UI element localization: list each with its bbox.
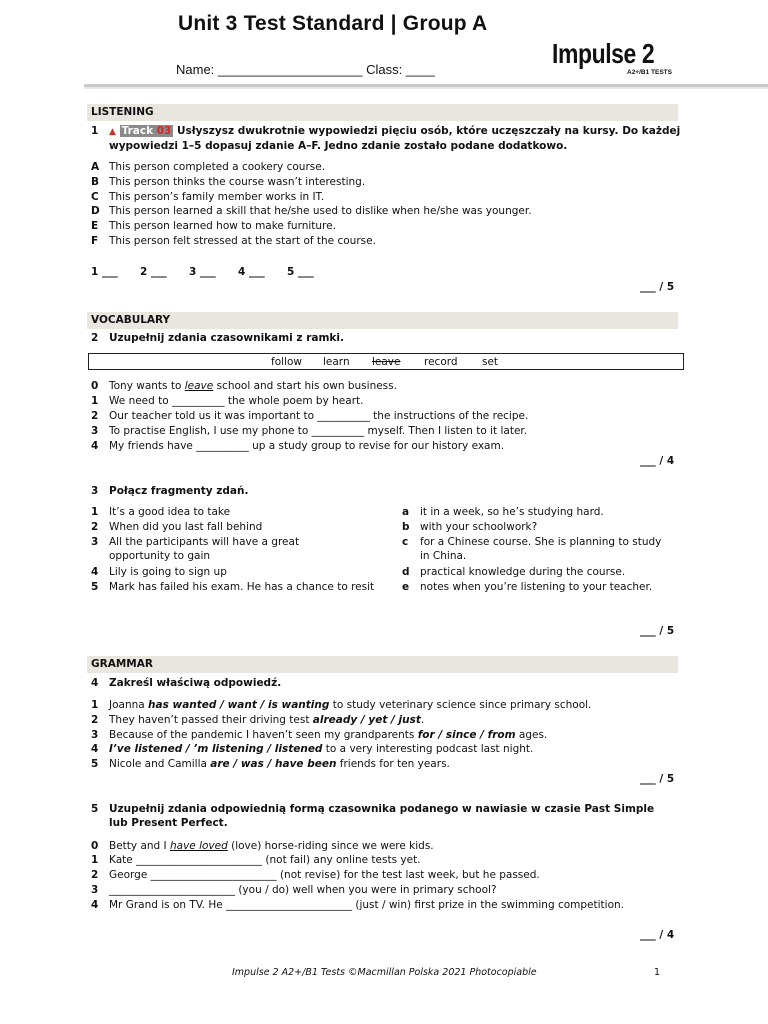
item-text: They haven’t passed their driving test — [109, 713, 313, 726]
header-divider-shadow — [84, 87, 768, 89]
answer-options-text: I’ve listened / ’m listening / listened — [109, 743, 323, 756]
ex5-item — [91, 868, 540, 883]
ex3-right-item — [402, 580, 652, 595]
track-label — [120, 125, 174, 137]
ex3-left-item — [91, 565, 227, 580]
ex4-number: 4 — [91, 677, 99, 689]
ex1-instruction-line2: wypowiedzi 1–5 dopasuj zdanie A–F. Jedno zdanie zostało podane dodatkowo. — [109, 140, 568, 152]
ex2-instruction-text: Uzupełnij zdania czasownikami z ramki. — [109, 332, 344, 344]
ex4-score: ___ / 5 — [640, 773, 675, 785]
item-text: To practise English, I use my phone to __________ myself. Then I listen to it later. — [109, 425, 528, 437]
ex1-instruction-line1: Usłyszysz dwukrotnie wypowiedzi pięciu osób, które uczęszczały na kursy. Do każdej — [177, 125, 681, 137]
ex2-instruction — [91, 331, 344, 346]
answer-slot: 2 ___ — [140, 266, 167, 278]
ex3-left-item — [91, 505, 230, 520]
item-text: All the participants will have a great — [109, 536, 300, 548]
item-text: My friends have __________ up a study group to revise for our history exam. — [109, 440, 505, 452]
answer-slot: 4 ___ — [238, 266, 265, 278]
answer-slot: 1 ___ — [91, 266, 118, 278]
item-text: . — [420, 713, 425, 726]
item-text: it in a week, so he’s studying hard. — [420, 506, 604, 518]
ex1-option — [91, 175, 365, 190]
box-word-learn: learn — [323, 356, 350, 368]
ex2-item — [91, 409, 528, 424]
item-letter: d — [402, 566, 410, 578]
box-word-leave: leave — [372, 356, 401, 368]
ex5-item-0 — [91, 839, 434, 854]
item-text: ages. — [515, 728, 548, 741]
box-word-record: record — [424, 356, 458, 368]
ex2-number: 2 — [91, 332, 99, 344]
ex3-right-item — [402, 520, 537, 535]
answer-slot: 5 ___ — [287, 266, 314, 278]
item-number: 1 — [91, 395, 99, 407]
item-text: We need to __________ the whole poem by heart. — [109, 395, 364, 407]
item-number: 5 — [91, 758, 99, 771]
item-number: 4 — [91, 440, 99, 452]
item-text: When did you last fall behind — [109, 521, 263, 533]
ex3-left-item — [91, 549, 210, 564]
ex4-instruction — [91, 676, 281, 691]
item-number: 0 — [91, 380, 99, 392]
ex5-instruction-line2: lub Present Perfect. — [109, 817, 228, 829]
section-vocabulary: VOCABULARY — [87, 312, 678, 329]
ex5-number: 5 — [91, 803, 99, 815]
ex2-item — [91, 424, 527, 439]
ex3-left-item — [91, 535, 299, 550]
item-number: 1 — [91, 854, 99, 866]
item-text: to study veterinary science since primary school. — [329, 699, 592, 711]
answer-options-text: for / since / from — [417, 728, 516, 741]
ex4-item — [91, 698, 591, 713]
ex3-right-item — [402, 549, 466, 564]
answer-options — [148, 699, 329, 711]
item-number: 2 — [91, 521, 99, 533]
item-text: for a Chinese course. She is planning to study — [420, 536, 662, 548]
item-number: 1 — [91, 699, 99, 711]
ex3-right-item — [402, 535, 661, 550]
footer-copyright: Impulse 2 A2+/B1 Tests ©Macmillan Polska 2021 Photocopiable — [232, 967, 537, 978]
answer-slot: 3 ___ — [189, 266, 216, 278]
ex3-instruction-text: Połącz fragmenty zdań. — [109, 485, 249, 497]
ex1-score: ___ / 5 — [640, 281, 675, 293]
item-number: 2 — [91, 713, 99, 726]
ex5-item — [91, 883, 497, 898]
ex5-item — [91, 853, 421, 868]
item-letter: b — [402, 521, 410, 533]
ex2-score: ___ / 4 — [640, 455, 675, 467]
option-text: This person completed a cookery course. — [109, 161, 326, 173]
ex5-score: ___ / 4 — [640, 929, 675, 941]
answer-options-text: has wanted / want / is wanting — [148, 699, 330, 711]
page-number: 1 — [654, 967, 661, 978]
ex5-instruction-line1: Uzupełnij zdania odpowiednią formą czasownika podanego w nawiasie w czasie Past Simple — [109, 803, 655, 815]
item-text: Kate ________________________ (not fail) any online tests yet. — [109, 854, 421, 866]
option-text: This person thinks the course wasn’t interesting. — [109, 175, 366, 188]
answer-options — [210, 758, 336, 770]
ex3-score: ___ / 5 — [640, 625, 675, 637]
ex4-instruction-text: Zakreśl właściwą odpowiedź. — [109, 677, 282, 689]
item-number: 3 — [91, 884, 99, 896]
item-text: Tony wants to — [109, 380, 185, 392]
ex2-item-0 — [91, 379, 397, 394]
item-number: 2 — [91, 869, 99, 881]
ex2-item — [91, 394, 363, 409]
ex3-instruction — [91, 484, 248, 499]
impulse-logo: Impulse 2 — [552, 38, 655, 69]
item-text: opportunity to gain — [109, 550, 211, 562]
item-letter: a — [402, 506, 410, 518]
item-number: 4 — [91, 566, 99, 578]
ex1-instruction — [91, 124, 680, 140]
item-number: 4 — [91, 899, 99, 911]
ex4-item — [91, 757, 450, 772]
option-text: This person learned a skill that he/she used to dislike when he/she was younger. — [109, 205, 532, 218]
track-number: 03 — [156, 125, 172, 137]
option-letter: F — [91, 235, 99, 247]
answer-options — [313, 714, 421, 726]
example-answer: leave — [184, 380, 214, 392]
item-number: 3 — [91, 536, 99, 548]
item-text: Nicole and Camilla — [109, 758, 211, 771]
item-text: Mr Grand is on TV. He ________________________ (just / win) first prize in the swimming competition. — [109, 899, 624, 911]
ex3-left-item — [91, 580, 374, 595]
ex4-item — [91, 728, 547, 743]
item-text: Mark has failed his exam. He has a chance to resit — [109, 581, 375, 593]
ex1-option — [91, 219, 336, 234]
option-letter: E — [91, 220, 99, 233]
item-text: Betty and I — [109, 840, 170, 852]
item-text: Our teacher told us it was important to __________ the instructions of the recipe. — [109, 410, 529, 422]
section-listening: LISTENING — [87, 104, 678, 121]
answer-options — [109, 743, 322, 755]
ex4-item — [91, 713, 424, 728]
item-text: to a very interesting podcast last night. — [322, 743, 534, 756]
item-text: in China. — [420, 550, 467, 562]
option-text: This person’s family member works in IT. — [109, 190, 325, 203]
item-number: 0 — [91, 840, 99, 852]
item-number: 5 — [91, 581, 99, 593]
ex1-option — [91, 190, 324, 205]
track-word: Track — [121, 125, 154, 137]
option-letter: D — [91, 205, 100, 218]
item-number: 3 — [91, 425, 99, 437]
item-text: Lily is going to sign up — [109, 566, 227, 578]
item-text: friends for ten years. — [336, 758, 450, 771]
item-text: notes when you’re listening to your teacher. — [420, 581, 653, 593]
ex5-item — [91, 898, 624, 913]
ex1-option — [91, 160, 325, 175]
name-class-line: Name: ____________________ Class: ____ — [176, 62, 435, 77]
section-grammar: GRAMMAR — [87, 656, 678, 673]
page-title: Unit 3 Test Standard | Group A — [178, 12, 488, 35]
item-text: practical knowledge during the course. — [420, 566, 626, 578]
answer-options-text: are / was / have been — [210, 758, 337, 771]
ex1-number: 1 — [91, 125, 99, 137]
ex3-right-item — [402, 505, 604, 520]
option-letter: A — [91, 161, 100, 173]
ex3-right-item — [402, 565, 625, 580]
ex1-option — [91, 204, 532, 219]
item-text: George ________________________ (not revise) for the test last week, but he passed. — [109, 869, 540, 881]
footer-text — [232, 967, 537, 978]
item-number: 4 — [91, 743, 99, 756]
answer-options-text: already / yet / just — [312, 713, 421, 726]
item-text: (love) horse-riding since we were kids. — [227, 840, 434, 852]
item-letter: c — [402, 536, 409, 548]
ex3-number: 3 — [91, 485, 99, 497]
ex4-item — [91, 742, 533, 757]
ex1-answer-row — [91, 265, 336, 280]
track-audio-icon: ▲ — [109, 127, 116, 137]
item-text: school and start his own business. — [213, 380, 397, 392]
item-text: ________________________ (you / do) well when you were in primary school? — [109, 884, 497, 896]
item-text: Because of the pandemic I haven’t seen my grandparents — [109, 728, 418, 741]
option-letter: B — [91, 175, 100, 188]
example-answer: have loved — [169, 840, 228, 852]
item-text: with your schoolwork? — [420, 521, 538, 533]
ex3-left-item — [91, 520, 262, 535]
item-number: 1 — [91, 506, 99, 518]
ex5-instruction — [91, 802, 654, 817]
item-number: 3 — [91, 728, 99, 741]
item-text: Joanna — [109, 699, 149, 711]
box-word-follow: follow — [271, 356, 302, 368]
option-text: This person learned how to make furniture. — [109, 220, 336, 233]
item-text: It’s a good idea to take — [109, 506, 231, 518]
answer-options — [418, 729, 516, 741]
logo-subtitle: A2+/B1 TESTS — [627, 69, 672, 76]
option-text: This person felt stressed at the start of the course. — [109, 235, 376, 247]
item-letter: e — [402, 581, 410, 593]
option-letter: C — [91, 190, 99, 203]
box-word-set: set — [482, 356, 499, 368]
ex2-item — [91, 439, 504, 454]
ex1-option — [91, 234, 376, 249]
item-number: 2 — [91, 410, 99, 422]
